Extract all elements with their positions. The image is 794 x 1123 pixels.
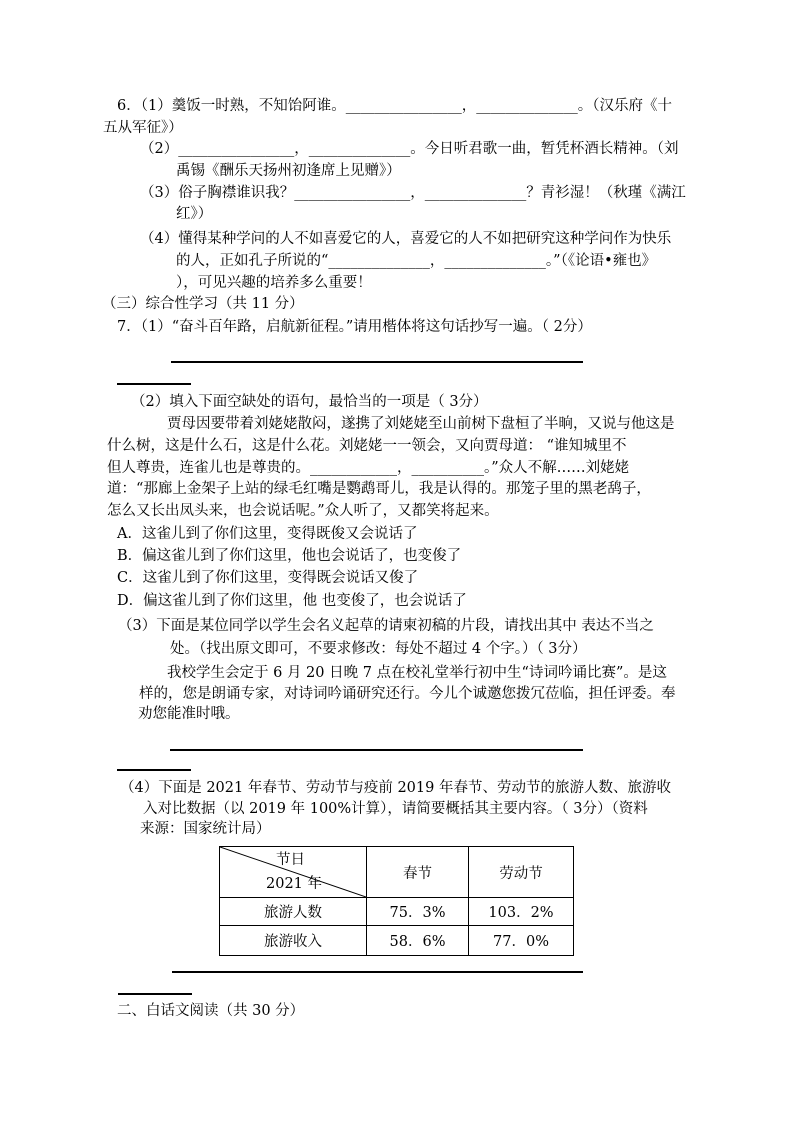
q7-part3-passage-1: 我校学生会定于 6 月 20 日晚 7 点在校礼堂举行初中生“诗词吟诵比赛”。是这	[167, 665, 667, 681]
q7-part3-passage-2: 样的，您是朗诵专家，对诗词吟诵研究还行。今儿个诚邀您拨冗莅临，担任评委。奉	[139, 686, 676, 702]
answer-line-short-3	[118, 993, 192, 995]
answer-line-long-3	[172, 971, 583, 973]
q7-part3-prompt-1: （3）下面是某位同学以学生会名义起草的请柬初稿的片段，请找出其中 表达不当之	[118, 618, 654, 634]
answer-line-short-1	[117, 383, 191, 385]
q7-part4-prompt-3: 来源：国家统计局）	[140, 821, 271, 837]
q7-part2-option-b: B．偏这雀儿到了你们这里，他也会说话了，也变俊了	[117, 548, 462, 564]
table-header-spring-festival: 春节	[367, 847, 469, 898]
q7-part2-passage-4: 道：“那廊上金架子上站的绿毛红嘴是鹦鹉哥儿，我是认得的。那笼子里的黑老鸹子，	[107, 481, 651, 497]
q6-line-2: 五从军征》）	[103, 120, 183, 136]
q7-part2-passage-3: 但人尊贵，连雀儿也是尊贵的。____________，__________。”众人不解……刘姥姥	[107, 460, 630, 476]
section3-heading: （三）综合性学习（共 11 分）	[102, 296, 304, 312]
table-header-labor-day: 劳动节	[469, 847, 574, 898]
answer-line-long-2	[170, 749, 583, 751]
answer-line-short-2	[117, 769, 191, 771]
table-row	[220, 926, 574, 956]
q6-line-9: ），可见兴趣的培养多么重要！	[176, 275, 372, 291]
q7-part2-passage-5: 怎么又长出凤头来，也会说话呢。”众人听了，又都笑将起来。	[107, 503, 499, 519]
q6-line-7: （4）懂得某种学问的人不如喜爱它的人，喜爱它的人不如把研究这种学问作为快乐	[140, 231, 672, 247]
q7-part2-option-c: C．这雀儿到了你们这里，变得既会说话又俊了	[117, 570, 419, 586]
table-row-label-revenue: 旅游收入	[220, 926, 367, 956]
q6-line-3: （2）________________，______________。今日听君歌一曲，暂凭杯酒长精神。（刘	[140, 141, 679, 157]
table-row	[220, 898, 574, 926]
q6-line-6: 红》）	[176, 206, 213, 222]
table-value-visitors-spring: 75．3%	[367, 898, 469, 926]
table-value-visitors-labor: 103．2%	[469, 898, 574, 926]
section2-heading: 二、白话文阅读（共 30 分）	[117, 1003, 305, 1019]
q6-line-1: 6．（1）羹饭一时熟，不知饴阿谁。________________，______________。（汉乐府《十	[117, 98, 672, 114]
answer-line-long-1	[171, 361, 583, 363]
q7-part3-prompt-2: 处。（找出原文即可，不要求修改：每处不超过 4 个字。）（ 3分）	[170, 641, 587, 657]
tourism-comparison-table	[219, 846, 574, 956]
table-corner-festival-label: 节日	[276, 852, 305, 868]
q6-line-4: 禹锡《酬乐天扬州初逢席上见赠》）	[176, 163, 401, 179]
table-corner-year-label: 2021 年	[266, 876, 323, 892]
q6-line-8: 的人，正如孔子所说的“______________，______________。”（《论语•雍也》	[176, 253, 657, 269]
table-row-label-visitors: 旅游人数	[220, 898, 367, 926]
q7-part2-prompt: （2）填入下面空缺处的语句，最恰当的一项是（ 3分）	[131, 394, 488, 410]
q6-line-5: （3）俗子胸襟谁识我？________________，______________？青衫湿！（秋瑾《满江	[140, 185, 686, 201]
table-corner-cell	[220, 847, 367, 898]
q7-part4-prompt-2: 入对比数据（以 2019 年 100%计算），请简要概括其主要内容。（ 3分）（资料	[143, 801, 648, 817]
q7-part4-prompt-1: （4）下面是 2021 年春节、劳动节与疫前 2019 年春节、劳动节的旅游人数、旅游收	[120, 780, 671, 796]
table-value-revenue-spring: 58．6%	[367, 926, 469, 956]
q7-part2-passage-1: 贾母因要带着刘姥姥散闷，遂携了刘姥姥至山前树下盘桓了半晌，又说与他这是	[167, 416, 675, 432]
q7-part2-option-a: A．这雀儿到了你们这里，变得既俊又会说话了	[117, 526, 418, 542]
q7-part3-passage-3: 劝您能准时哦。	[138, 706, 240, 722]
table-value-revenue-labor: 77．0%	[469, 926, 574, 956]
q7-part2-passage-2: 什么树，这是什么石，这是什么花。刘姥姥一一领会，又向贾母道： “谁知城里不	[107, 438, 627, 454]
q7-part2-option-d: D．偏这雀儿到了你们这里，他 也变俊了，也会说话了	[117, 593, 467, 609]
q7-part1-prompt: 7．（1）“奋斗百年路，启航新征程。”请用楷体将这句话抄写一遍。（ 2分）	[117, 319, 592, 335]
